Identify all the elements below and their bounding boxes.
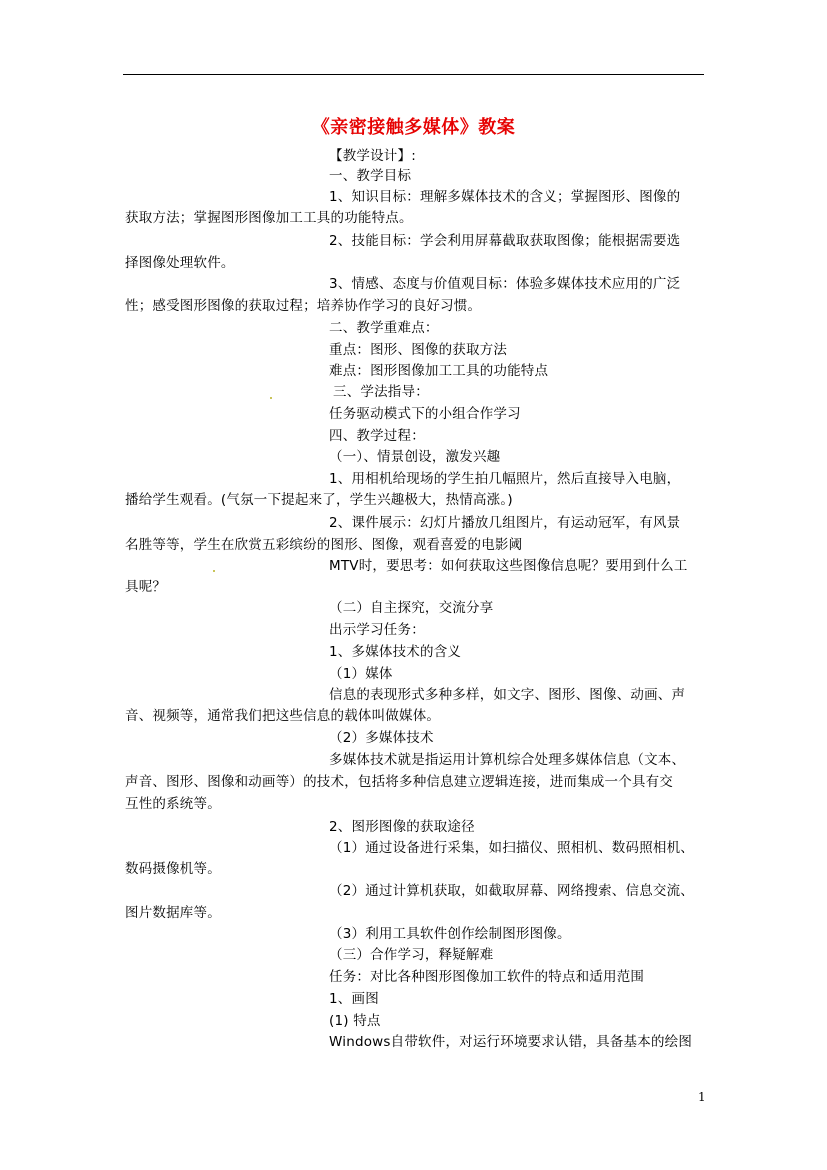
text-line: （1）通过设备进行采集，如扫描仪、照相机、数码照相机、: [329, 840, 694, 856]
text-line: 【教学设计】:: [329, 148, 416, 164]
text-line: 信息的表现形式多种多样，如文字、图形、图像、动画、声: [329, 687, 686, 703]
text-line: 数码摄像机等。: [125, 861, 221, 877]
text-line: 图片数据库等。: [125, 905, 221, 921]
text-line: （2）多媒体技术: [329, 730, 434, 746]
text-line: （一）、情景创设，激发兴趣: [329, 449, 501, 465]
text-line: 播给学生观看。(气氛一下提起来了，学生兴趣极大，热情高涨。): [125, 492, 513, 508]
text-line: 二、教学重难点：: [329, 320, 439, 336]
text-line: （三）合作学习，释疑解难: [329, 947, 494, 963]
text-line: Windows自带软件，对运行环境要求认错，具备基本的绘图: [329, 1034, 693, 1050]
text-line: 1、画图: [329, 991, 379, 1007]
text-line: 声音、图形、图像和动画等）的技术，包括将多种信息建立逻辑连接，进而集成一个具有交: [125, 774, 673, 790]
text-line: 1、知识目标：理解多媒体技术的含义；掌握图形、图像的: [329, 189, 681, 205]
text-line: 任务：对比各种图形图像加工软件的特点和适用范围: [329, 969, 645, 985]
text-line: 三、学法指导：: [333, 384, 429, 400]
speck-mark: [270, 397, 272, 399]
text-line: 择图像处理软件。: [125, 255, 235, 271]
text-line: 具呢？: [125, 579, 167, 595]
text-line: 1、用相机给现场的学生拍几幅照片，然后直接导入电脑，: [329, 471, 681, 487]
text-line: （2）通过计算机获取，如截取屏幕、网络搜索、信息交流、: [329, 883, 694, 899]
text-line: 重点：图形、图像的获取方法: [329, 342, 508, 358]
text-line: 名胜等等，学生在欣赏五彩缤纷的图形、图像，观看喜爱的电影阈: [125, 537, 523, 553]
speck-mark: [213, 570, 215, 572]
text-line: 获取方法；掌握图形图像加工工具的功能特点。: [125, 210, 413, 226]
text-line: MTV时，要思考：如何获取这些图像信息呢？要用到什么工: [329, 558, 688, 574]
text-line: （二）自主探究，交流分享: [329, 600, 494, 616]
document-title: 《亲密接触多媒体》教案: [311, 117, 516, 138]
text-line: （1）媒体: [329, 666, 393, 682]
text-line: 性；感受图形图像的获取过程；培养协作学习的良好习惯。: [125, 298, 482, 314]
text-line: 出示学习任务：: [329, 622, 425, 638]
text-line: 多媒体技术就是指运用计算机综合处理多媒体信息（文本、: [329, 752, 686, 768]
text-line: 音、视频等，通常我们把这些信息的载体叫做媒体。: [125, 708, 441, 724]
page-number: 1: [698, 1090, 706, 1104]
text-line: 互性的系统等。: [125, 796, 221, 812]
text-line: 任务驱动模式下的小组合作学习: [329, 406, 521, 422]
text-line: 2、图形图像的获取途径: [329, 819, 475, 835]
text-line: 2、课件展示：幻灯片播放几组图片，有运动冠军，有风景: [329, 515, 681, 531]
text-line: 四、教学过程：: [329, 428, 425, 444]
text-line: 1、多媒体技术的含义: [329, 644, 462, 660]
text-line: (1) 特点: [329, 1013, 381, 1029]
text-line: 2、技能目标：学会利用屏幕截取获取图像；能根据需要选: [329, 233, 681, 249]
text-line: 3、情感、态度与价值观目标：体验多媒体技术应用的广泛: [329, 276, 681, 292]
header-rule: [123, 74, 704, 75]
text-line: 难点：图形图像加工工具的功能特点: [329, 363, 549, 379]
text-line: （3）利用工具软件创作绘制图形图像。: [329, 926, 571, 942]
text-line: 一、教学目标: [329, 168, 412, 184]
